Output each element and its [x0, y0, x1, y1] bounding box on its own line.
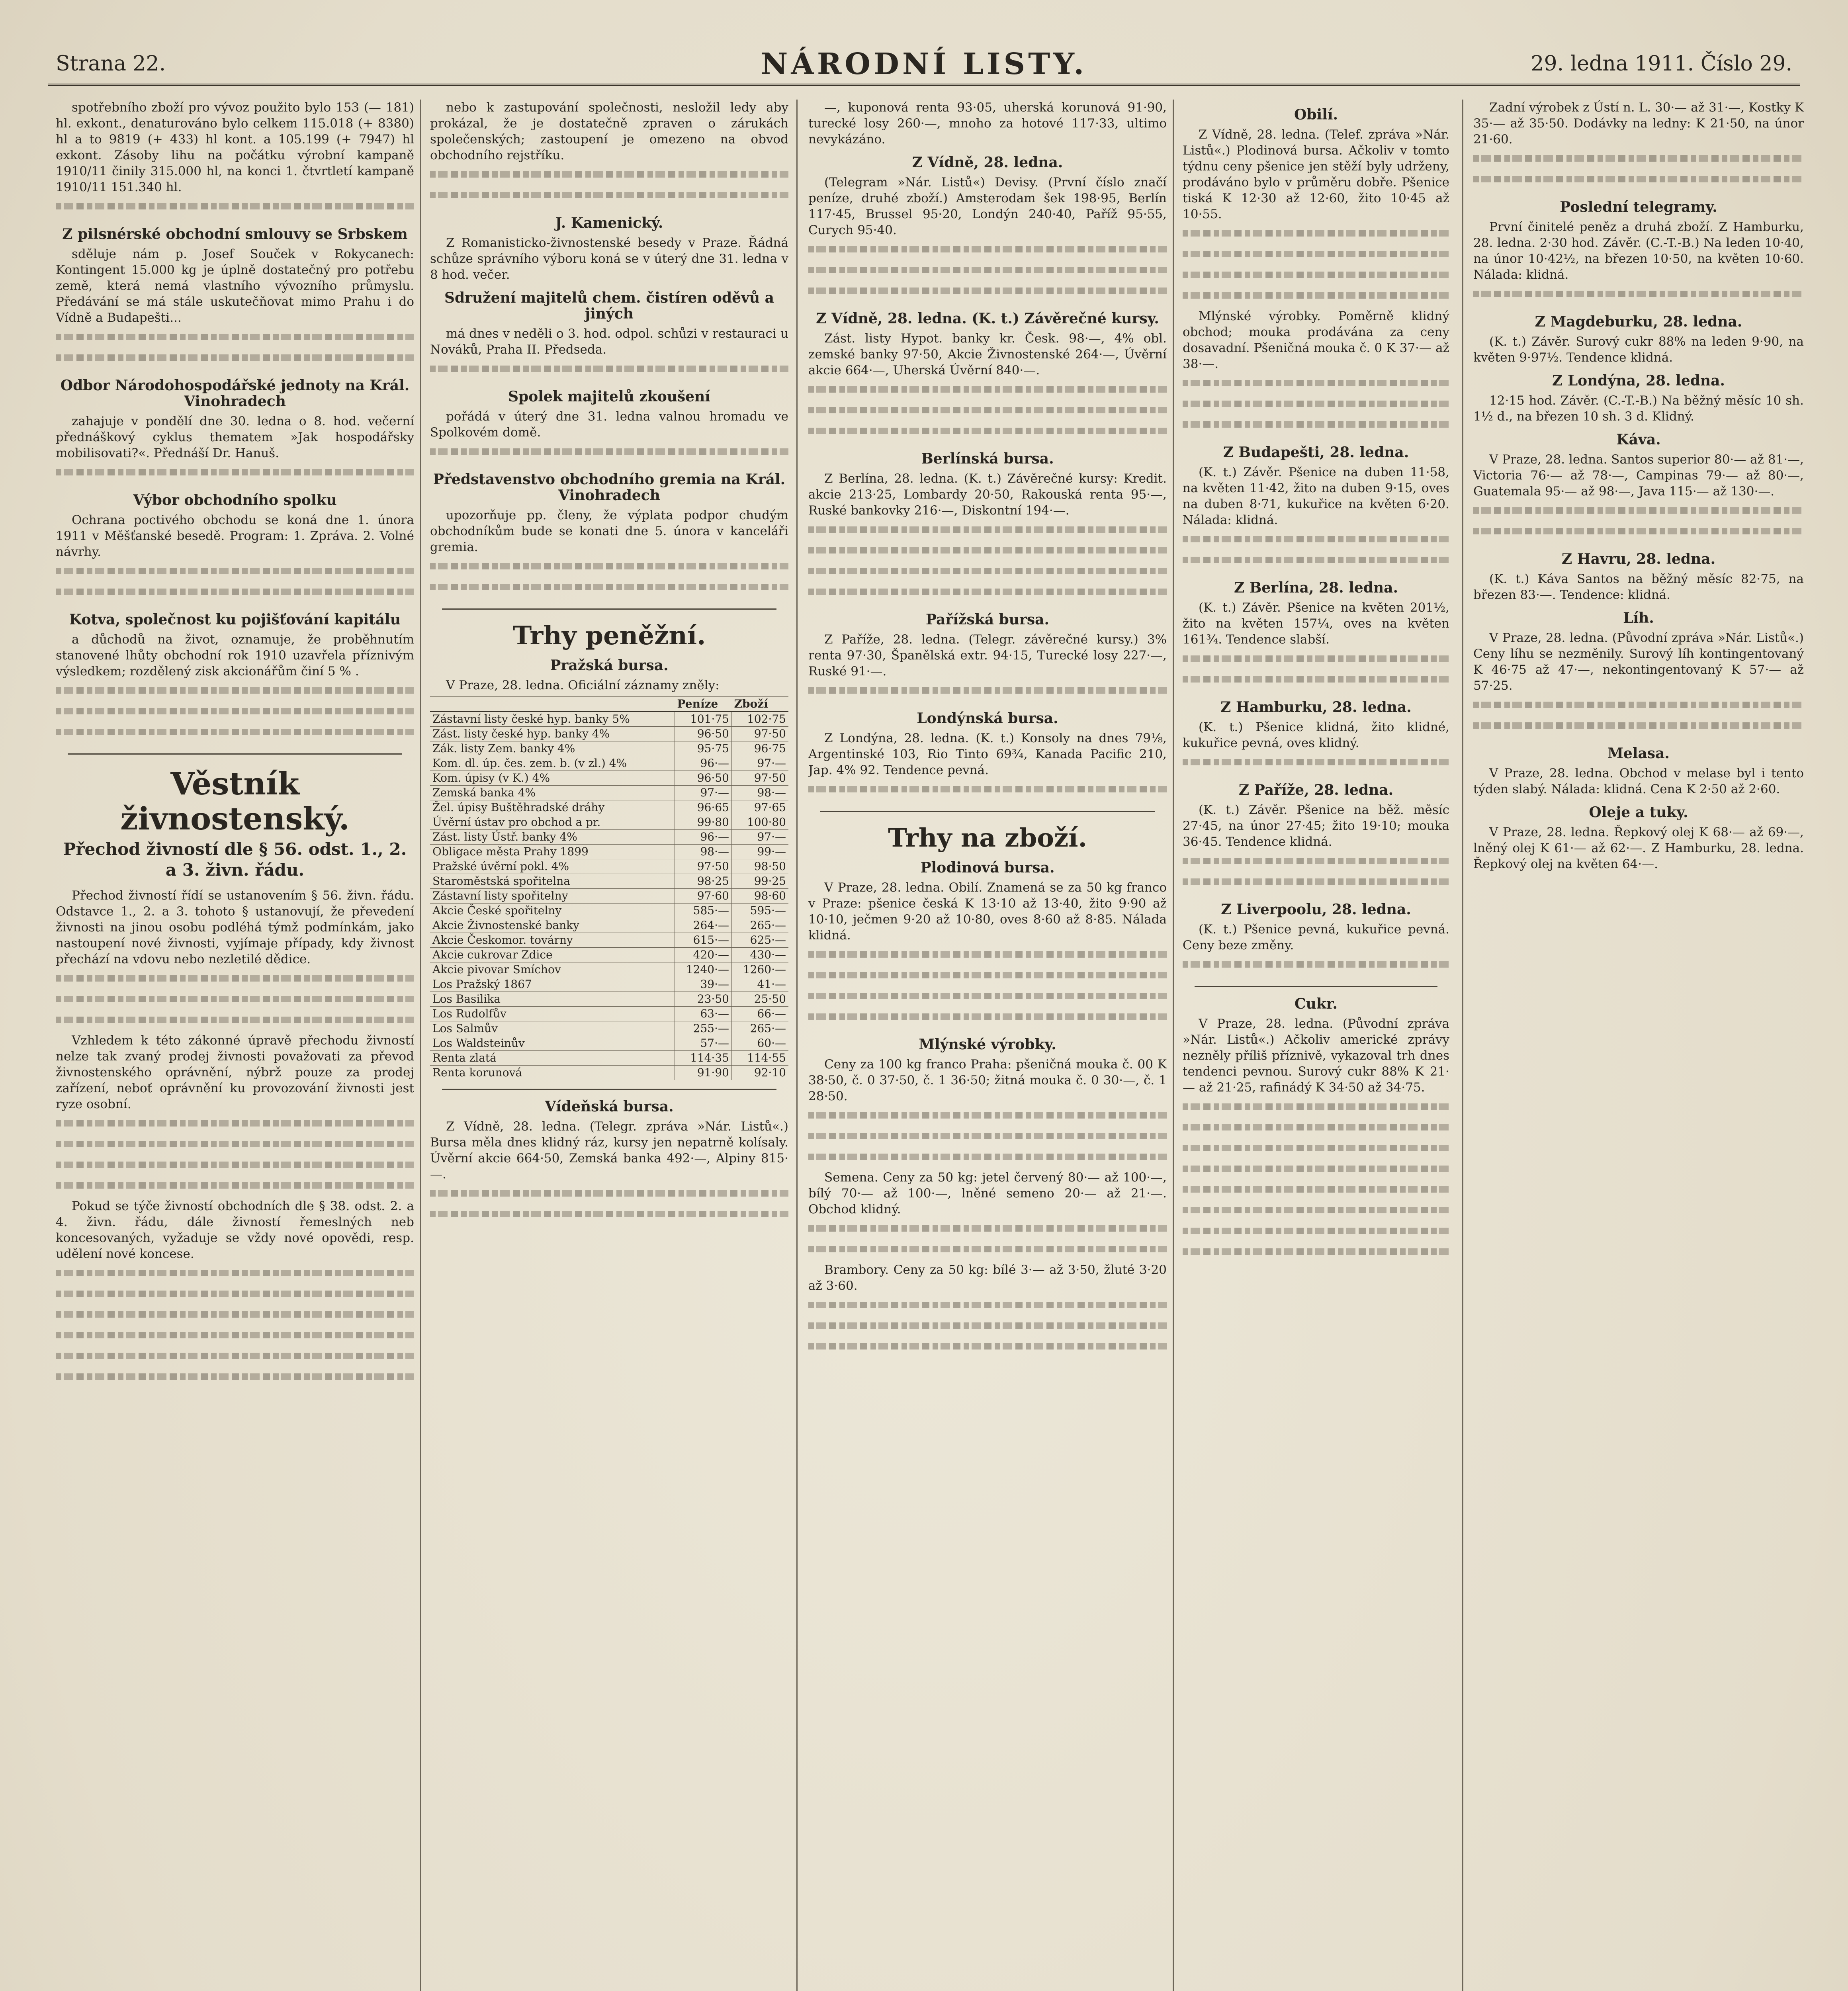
- column-rule: [796, 100, 798, 1991]
- bid-price-cell: 615·—: [675, 933, 732, 948]
- text-lines: [1183, 1140, 1449, 1161]
- article-paragraph: Ceny za 100 kg franco Praha: pšeničná mouka č. 00 K 38·50, č. 0 37·50, č. 1 36·50; žitná mouka č. 0 30·—, č. 1 28·50.: [808, 1057, 1167, 1103]
- table-row: [430, 1036, 788, 1051]
- ask-price-cell: 99·25: [732, 874, 789, 889]
- column-rule: [420, 100, 421, 1991]
- article-heading: Z Hamburku, 28. ledna.: [1220, 699, 1412, 716]
- table-row: [430, 1007, 788, 1021]
- table-row: [430, 918, 788, 933]
- article-paragraph: Z Vídně, 28. ledna. (Telegr. zpráva »Nár. Listů«.) Bursa měla dnes klidný ráz, kursy jen nepatrně kolísaly. Úvěrní akcie 664·50, Zemská banka 492·—, Alpiny 815·—.: [430, 1119, 788, 1181]
- table-row: [430, 830, 788, 845]
- article-paragraph: Ochrana poctivého obchodu se koná dne 1. února 1911 v Měšťanské besedě. Program: 1. Zpráva. 2. Volné návrhy.: [56, 513, 414, 559]
- section-subtitle: Přechod živností dle § 56. odst. 1., 2. a 3. živn. řádu.: [63, 839, 407, 880]
- table-row: [430, 889, 788, 904]
- table-header-cell: Peníze: [675, 697, 732, 712]
- bid-price-cell: 101·75: [675, 712, 732, 727]
- text-lines: [808, 542, 1167, 563]
- text-lines: [430, 166, 788, 187]
- table-header-cell: Zboží: [732, 697, 789, 712]
- article-paragraph: Zadní výrobek z Ústí n. L. 30·— až 31·—, Kostky K 35·— až 35·50. Dodávky na ledny: K 21·50, na únor 21·60.: [1473, 100, 1804, 147]
- bid-price-cell: 96·50: [675, 727, 732, 741]
- article-heading: Berlínská bursa.: [921, 450, 1054, 467]
- text-lines: [1183, 754, 1449, 775]
- text-lines: [1183, 375, 1449, 396]
- bid-price-cell: 91·90: [675, 1066, 732, 1080]
- bid-price-cell: 255·—: [675, 1021, 732, 1036]
- article-heading: Vídeňská bursa.: [545, 1098, 674, 1115]
- table-row: [430, 741, 788, 756]
- text-lines: [808, 781, 1167, 802]
- text-lines: [56, 1369, 414, 1389]
- table-row: [430, 948, 788, 962]
- bid-price-cell: 63·—: [675, 1007, 732, 1021]
- text-lines: [808, 283, 1167, 303]
- article-heading: Z Liverpoolu, 28. ledna.: [1221, 901, 1411, 918]
- ask-price-cell: 1260·—: [732, 962, 789, 977]
- table-row: [430, 859, 788, 874]
- article-paragraph: (K. t.) Závěr. Pšenice na duben 11·58, na květen 11·42, žito na duben 9·15, oves na duben 8·71, kukuřice na květen 6·20. Nálada: klidná.: [1183, 465, 1449, 527]
- ask-price-cell: 92·10: [732, 1066, 789, 1080]
- article-paragraph: Pokud se týče živností obchodních dle § 38. odst. 2. a 4. živn. řádu, dále živností řemeslných neb koncesovaných, vyžaduje se vždy nové opovědi, resp. udělení nové koncese.: [56, 1199, 414, 1261]
- article-heading: Líh.: [1623, 610, 1654, 626]
- text-lines: [808, 1009, 1167, 1029]
- table-row: [430, 712, 788, 727]
- text-lines: [1183, 1161, 1449, 1181]
- table-row: [430, 962, 788, 977]
- text-lines: [56, 1265, 414, 1286]
- article-paragraph: 12·15 hod. Závěr. (C.-T.-B.) Na běžný měsíc 10 sh. 1½ d., na březen 10 sh. 3 d. Klidný.: [1473, 393, 1804, 424]
- ask-price-cell: 60·—: [732, 1036, 789, 1051]
- article-paragraph: V Praze, 28. ledna. (Původní zpráva »Nár. Listů«.) Ceny líhu se nezměnily. Surový líh kontingentovaný K 46·75 až 47·—, nekontingentovaný K 57·— až 57·25.: [1473, 631, 1804, 693]
- article-paragraph: Z Londýna, 28. ledna. (K. t.) Konsoly na dnes 79⅛, Argentinské 103, Rio Tinto 69¾, Kanada Pacific 210, Jap. 4% 92. Tendence pevná.: [808, 731, 1167, 777]
- market-subtitle: Pražská bursa.: [550, 657, 669, 674]
- masthead: [48, 40, 1800, 86]
- text-lines: [430, 1185, 788, 1206]
- column-4: [1183, 100, 1449, 1991]
- bid-price-cell: 96·65: [675, 800, 732, 815]
- text-lines: [1183, 417, 1449, 437]
- text-lines: [1183, 1202, 1449, 1223]
- table-header-row: [430, 697, 788, 712]
- text-lines: [808, 947, 1167, 967]
- article-paragraph: spotřebního zboží pro vývoz použito bylo 153 (— 181) hl. exkont., denaturováno bylo celkem 115.018 (+ 8380) hl a to 9819 (+ 433) hl kont. a 105.199 (+ 7947) hl exkont. Zásoby lihu na počátku výrobní kampaně 1910/11 činily 315.000 hl, na konci 1. čtvrtletí kampaně 1910/11 151.340 hl.: [56, 100, 414, 194]
- article-paragraph: Přechod živností řídí se ustanovením § 56. živn. řádu. Odstavce 1., 2. a 3. tohoto § ustanovují, že převedení živnosti na jinou osobu podléhá týmž podmínkám, jako nastoupení nové živnosti, vyjímaje případy, kdy živnost přechází na vdovu nebo nezletilé dědice.: [56, 888, 414, 966]
- article-paragraph: má dnes v neděli o 3. hod. odpol. schůzi v restauraci u Nováků, Praha II. Předseda.: [430, 327, 788, 357]
- text-lines: [430, 1206, 788, 1227]
- security-name-cell: Akcie Živnostenské banky: [430, 918, 675, 933]
- text-lines: [808, 402, 1167, 423]
- table-row: [430, 786, 788, 800]
- column-3: [808, 100, 1167, 1991]
- bid-price-cell: 585·—: [675, 904, 732, 918]
- security-name-cell: Kom. dl. úp. čes. zem. b. (v zl.) 4%: [430, 756, 675, 771]
- article-paragraph: Z Berlína, 28. ledna. (K. t.) Závěrečné kursy: Kredit. akcie 213·25, Lombardy 20·50, Rakouská renta 95·—, Ruské bankovky 216·—, Diskontní 194·—.: [808, 471, 1167, 518]
- text-lines: [56, 1136, 414, 1157]
- article-paragraph: zahajuje v pondělí dne 30. ledna o 8. hod. večerní přednáškový cyklus thematem »Jak hospodářsky mobilisovati?«. Přednáší Dr. Hanuš.: [56, 414, 414, 460]
- security-name-cell: Akcie České spořitelny: [430, 904, 675, 918]
- text-lines: [1473, 171, 1804, 192]
- article-heading: Z Vídně, 28. ledna.: [912, 154, 1063, 171]
- text-lines: [1183, 225, 1449, 246]
- article-paragraph: pořádá v úterý dne 31. ledna valnou hromadu ve Spolkovém domě.: [430, 409, 788, 440]
- text-lines: [430, 187, 788, 208]
- article-paragraph: Zást. listy Hypot. banky kr. Česk. 98·—, 4% obl. zemské banky 97·50, Akcie Živnostenské 264·—, Úvěrní akcie 664·—, Uherská Úvěrní 840·—.: [808, 331, 1167, 377]
- column-rule: [1462, 100, 1463, 1991]
- article-paragraph: (K. t.) Závěr. Pšenice na květen 201½, žito na květen 157¼, oves na květen 161¾. Tendence slabší.: [1183, 600, 1449, 647]
- article-heading: Výbor obchodního spolku: [133, 492, 337, 509]
- text-lines: [56, 1327, 414, 1348]
- text-lines: [1183, 671, 1449, 692]
- text-lines: [1183, 874, 1449, 894]
- text-lines: [808, 1241, 1167, 1262]
- article-paragraph: sděluje nám p. Josef Souček v Rokycanech: Kontingent 15.000 kg je úplně dostatečný pro potřebu země, která nemá vlastního vývozního průmyslu. Předávání se má stále uskutečňovat mimo Prahu i do Vídně a Budapešti...: [56, 247, 414, 325]
- ask-price-cell: 98·60: [732, 889, 789, 904]
- bid-price-cell: 39·—: [675, 977, 732, 992]
- article-heading: Obilí.: [1294, 106, 1338, 123]
- security-name-cell: Obligace města Prahy 1899: [430, 845, 675, 859]
- article-paragraph: (K. t.) Pšenice klidná, žito klidné, kukuřice pevná, oves klidný.: [1183, 720, 1449, 750]
- article-paragraph: upozorňuje pp. členy, že výplata podpor chudým obchodníkům bude se konati dne 5. února v kanceláři gremia.: [430, 508, 788, 554]
- article-heading: Poslední telegramy.: [1560, 199, 1717, 215]
- bid-price-cell: 96·50: [675, 771, 732, 786]
- section-divider: [442, 608, 776, 610]
- article-heading: Londýnská bursa.: [917, 710, 1058, 727]
- article-paragraph: (K. t.) Káva Santos na běžný měsíc 82·75, na březen 83·—. Tendence: klidná.: [1473, 572, 1804, 602]
- ask-price-cell: 96·75: [732, 741, 789, 756]
- bid-price-cell: 98·25: [675, 874, 732, 889]
- article-paragraph: Z Paříže, 28. ledna. (Telegr. závěrečné kursy.) 3% renta 97·30, Španělská extr. 94·15, Turecké losy 227·—, Ruské 91·—.: [808, 632, 1167, 679]
- text-lines: [808, 1107, 1167, 1128]
- bid-price-cell: 96·—: [675, 830, 732, 845]
- text-lines: [808, 1338, 1167, 1359]
- article-paragraph: Brambory. Ceny za 50 kg: bílé 3·— až 3·50, žluté 3·20 až 3·60.: [808, 1263, 1167, 1293]
- bid-price-cell: 420·—: [675, 948, 732, 962]
- article-heading: Pařížská bursa.: [925, 611, 1050, 628]
- table-row: [430, 904, 788, 918]
- table-row: [430, 1066, 788, 1080]
- text-lines: [430, 558, 788, 579]
- text-lines: [1183, 288, 1449, 308]
- market-section-title: Trhy peněžní.: [512, 621, 706, 651]
- text-lines: [56, 683, 414, 703]
- article-paragraph: Semena. Ceny za 50 kg: jetel červený 80·— až 100·—, bílý 70·— až 100·—, lněné semeno 20·— až 21·—. Obchod klidný.: [808, 1170, 1167, 1217]
- text-lines: [56, 329, 414, 350]
- ask-price-cell: 265·—: [732, 918, 789, 933]
- article-heading: Z Havru, 28. ledna.: [1561, 551, 1716, 567]
- article-heading: Z Magdeburku, 28. ledna.: [1535, 313, 1742, 330]
- section-divider: [442, 1089, 776, 1090]
- ask-price-cell: 98·50: [732, 859, 789, 874]
- text-lines: [56, 350, 414, 370]
- article-heading: Oleje a tuky.: [1589, 804, 1688, 821]
- text-lines: [1473, 286, 1804, 307]
- text-lines: [808, 1128, 1167, 1149]
- article-paragraph: nebo k zastupování společnosti, nesložil ledy aby prokázal, že je dostatečně zpraven o zárukách společenských; zastoupení je omezeno na obvod obchodního rejstříku.: [430, 100, 788, 162]
- security-name-cell: Zást. listy české hyp. banky 4%: [430, 727, 675, 741]
- text-lines: [56, 703, 414, 724]
- article-heading: Z Budapešti, 28. ledna.: [1223, 444, 1409, 461]
- table-row: [430, 771, 788, 786]
- text-lines: [56, 991, 414, 1012]
- text-lines: [1183, 853, 1449, 874]
- market-section-title: Trhy na zboží.: [888, 823, 1087, 853]
- article-paragraph: Vzhledem k této zákonné úpravě přechodu živností nelze tak zvaný prodej živnosti považovati za převod živnostenského oprávnění, nýbrž pouze za prodej zařízení, neboť oprávnění ku provozování živnosti jest ryze osobní.: [56, 1033, 414, 1111]
- article-heading: Z Berlína, 28. ledna.: [1234, 579, 1398, 596]
- text-lines: [808, 1149, 1167, 1170]
- text-lines: [808, 1318, 1167, 1338]
- text-lines: [1473, 523, 1804, 544]
- security-name-cell: Los Basilika: [430, 992, 675, 1007]
- section-divider: [820, 811, 1155, 812]
- article-paragraph: V Praze, 28. ledna. Obchod v melase byl i tento týden slabý. Nálada: klidná. Cena K 2·50 až 2·60.: [1473, 766, 1804, 796]
- bid-price-cell: 96·—: [675, 756, 732, 771]
- article-paragraph: (K. t.) Závěr. Surový cukr 88% na leden 9·90, na květen 9·97½. Tendence klidná.: [1473, 334, 1804, 365]
- ask-price-cell: 98·—: [732, 786, 789, 800]
- security-name-cell: Akcie cukrovar Zdice: [430, 948, 675, 962]
- issue-date: 29. ledna 1911. Číslo 29.: [1531, 52, 1792, 76]
- text-lines: [808, 967, 1167, 988]
- security-name-cell: Staroměstská spořitelna: [430, 874, 675, 889]
- security-name-cell: Zemská banka 4%: [430, 786, 675, 800]
- table-header-cell: [430, 697, 675, 712]
- table-row: [430, 1051, 788, 1066]
- security-name-cell: Úvěrní ústav pro obchod a pr.: [430, 815, 675, 830]
- ask-price-cell: 41·—: [732, 977, 789, 992]
- article-paragraph: Z Romanisticko-živnostenské besedy v Praze. Řádná schůze správního výboru koná se v úterý dne 31. ledna v 8 hod. večer.: [430, 236, 788, 282]
- newspaper-title: NÁRODNÍ LISTY.: [761, 47, 1087, 81]
- bid-price-cell: 97·50: [675, 859, 732, 874]
- text-lines: [1473, 697, 1804, 718]
- text-lines: [430, 444, 788, 464]
- text-lines: [808, 1220, 1167, 1241]
- section-divider: [68, 753, 402, 755]
- text-lines: [808, 584, 1167, 604]
- article-heading: Z Vídně, 28. ledna. (K. t.) Závěrečné kursy.: [816, 310, 1159, 327]
- table-row: [430, 1021, 788, 1036]
- security-name-cell: Zást. listy Ústř. banky 4%: [430, 830, 675, 845]
- ask-price-cell: 97·—: [732, 756, 789, 771]
- text-lines: [808, 262, 1167, 283]
- column-2: [430, 100, 788, 1991]
- ask-price-cell: 97·65: [732, 800, 789, 815]
- column-rule: [1173, 100, 1174, 1991]
- article-paragraph: (Telegram »Nár. Listů«) Devisy. (První číslo značí peníze, druhé zboží.) Amsterodam šek 198·95, Berlín 117·45, Brussel 95·20, Londýn 240·40, Paříž 95·55, Curych 95·40.: [808, 175, 1167, 237]
- article-heading: Mlýnské výrobky.: [919, 1036, 1056, 1053]
- bid-price-cell: 95·75: [675, 741, 732, 756]
- text-lines: [56, 584, 414, 604]
- bid-price-cell: 264·—: [675, 918, 732, 933]
- ask-price-cell: 595·—: [732, 904, 789, 918]
- article-heading: Sdružení majitelů chem. čistíren oděvů a jiných: [444, 289, 774, 322]
- article-paragraph: V Praze, 28. ledna. Řepkový olej K 68·— až 69·—, lněný olej K 61·— až 62·—. Z Hamburku, 28. ledna. Řepkový olej na květen 64·—.: [1473, 825, 1804, 871]
- bid-price-cell: 114·35: [675, 1051, 732, 1066]
- article-heading: Melasa.: [1607, 745, 1670, 762]
- security-name-cell: Zástavní listy české hyp. banky 5%: [430, 712, 675, 727]
- bid-price-cell: 99·80: [675, 815, 732, 830]
- article-paragraph: (K. t.) Pšenice pevná, kukuřice pevná. Ceny beze změny.: [1183, 922, 1449, 952]
- article-paragraph: V Praze, 28. ledna. (Původní zpráva »Nár. Listů«.) Ačkoliv americké zprávy nezněly příliš příznivě, vykazoval trh dnes tendenci pevnou. Surový cukr 88% K 21·— až 21·25, rafinádý K 34·50 až 34·75.: [1183, 1017, 1449, 1095]
- table-row: [430, 992, 788, 1007]
- text-lines: [1183, 1244, 1449, 1264]
- text-lines: [56, 1306, 414, 1327]
- article-signature: J. Kamenický.: [555, 215, 663, 231]
- article-heading: Odbor Národohospodářské jednoty na Král. Vinohradech: [60, 377, 410, 410]
- ask-price-cell: 100·80: [732, 815, 789, 830]
- security-name-cell: Los Waldsteinův: [430, 1036, 675, 1051]
- column-1: [56, 100, 414, 1991]
- text-lines: [56, 1286, 414, 1306]
- exchange-rates-table: [430, 696, 788, 1080]
- ask-price-cell: 97·—: [732, 830, 789, 845]
- market-intro: V Praze, 28. ledna. Oficiální záznamy zněly:: [446, 678, 720, 692]
- ask-price-cell: 114·55: [732, 1051, 789, 1066]
- text-lines: [808, 381, 1167, 402]
- ask-price-cell: 102·75: [732, 712, 789, 727]
- security-name-cell: Los Salmův: [430, 1021, 675, 1036]
- ask-price-cell: 430·—: [732, 948, 789, 962]
- table-row: [430, 933, 788, 948]
- text-lines: [808, 522, 1167, 542]
- text-lines: [1183, 651, 1449, 671]
- ask-price-cell: 97·50: [732, 771, 789, 786]
- bid-price-cell: 97·—: [675, 786, 732, 800]
- article-paragraph: —, kuponová renta 93·05, uherská korunová 91·90, turecké losy 260·—, mnoho za hotové 117·33, ultimo nevykázáno.: [808, 100, 1167, 147]
- article-paragraph: Z Vídně, 28. ledna. (Telef. zpráva »Nár. Listů«.) Plodinová bursa. Ačkoliv v tomto týdnu ceny pšenice jen stěží byly udrženy, prodáváno bylo v průměru dobře. Pšenice tiská K 12·30 až 12·60, žito 10·45 až 10·55.: [1183, 127, 1449, 221]
- ask-price-cell: 99·—: [732, 845, 789, 859]
- text-lines: [1183, 531, 1449, 552]
- text-lines: [808, 563, 1167, 584]
- table-row: [430, 874, 788, 889]
- text-lines: [1183, 1099, 1449, 1119]
- text-lines: [808, 988, 1167, 1009]
- text-lines: [1183, 267, 1449, 288]
- text-lines: [56, 724, 414, 745]
- text-lines: [56, 563, 414, 584]
- article-heading: Představenstvo obchodního gremia na Král. Vinohradech: [433, 471, 786, 504]
- table-row: [430, 815, 788, 830]
- text-lines: [808, 1297, 1167, 1318]
- text-lines: [430, 361, 788, 381]
- section-divider: [1195, 986, 1437, 987]
- text-lines: [56, 1348, 414, 1369]
- article-paragraph: a důchodů na život, oznamuje, že proběhnutím stanovené lhůty obchodní rok 1910 uzavřela příznivým výsledkem; rozdělený zisk akcionářům činí 5 % .: [56, 632, 414, 679]
- security-name-cell: Žel. úpisy Buštěhradské dráhy: [430, 800, 675, 815]
- page-number: Strana 22.: [56, 52, 166, 76]
- ask-price-cell: 66·—: [732, 1007, 789, 1021]
- ask-price-cell: 265·—: [732, 1021, 789, 1036]
- text-lines: [56, 198, 414, 219]
- text-lines: [56, 464, 414, 485]
- article-paragraph: V Praze, 28. ledna. Obilí. Znamená se za 50 kg franco v Praze: pšenice česká K 13·10 až 13·40, žito 9·90 až 10·10, ječmen 9·20 až 10·80, oves 8·60 až 8·85. Nálada klidná.: [808, 880, 1167, 943]
- text-lines: [1183, 956, 1449, 977]
- bid-price-cell: 57·—: [675, 1036, 732, 1051]
- security-name-cell: Pražské úvěrní pokl. 4%: [430, 859, 675, 874]
- table-row: [430, 977, 788, 992]
- text-lines: [808, 241, 1167, 262]
- bid-price-cell: 97·60: [675, 889, 732, 904]
- text-lines: [430, 579, 788, 600]
- text-lines: [1183, 396, 1449, 417]
- article-paragraph: Mlýnské výrobky. Poměrně klidný obchod; mouka prodávána za ceny dosavadní. Pšeničná mouka č. 0 K 37·— až 38·—.: [1183, 309, 1449, 371]
- section-title: Věstník živnostenský.: [120, 766, 350, 837]
- bid-price-cell: 98·—: [675, 845, 732, 859]
- bid-price-cell: 23·50: [675, 992, 732, 1007]
- bid-price-cell: 1240·—: [675, 962, 732, 977]
- article-heading: Z Londýna, 28. ledna.: [1552, 372, 1725, 389]
- text-lines: [1473, 718, 1804, 738]
- text-lines: [56, 1012, 414, 1033]
- market-subtitle: Plodinová bursa.: [920, 859, 1055, 876]
- ask-price-cell: 625·—: [732, 933, 789, 948]
- text-lines: [1183, 552, 1449, 573]
- article-heading: Spolek majitelů zkoušení: [508, 388, 710, 405]
- text-lines: [56, 1157, 414, 1177]
- article-paragraph: V Praze, 28. ledna. Santos superior 80·— až 81·—, Victoria 76·— až 78·—, Campinas 79·— až 80·—, Guatemala 95·— až 98·—, Java 115·— až 130·—.: [1473, 452, 1804, 499]
- security-name-cell: Zák. listy Zem. banky 4%: [430, 741, 675, 756]
- security-name-cell: Akcie Českomor. továrny: [430, 933, 675, 948]
- article-heading: Kotva, společnost ku pojišťování kapitálu: [69, 611, 401, 628]
- article-paragraph: (K. t.) Závěr. Pšenice na běž. měsíc 27·45, na únor 27·45; žito 19·10; mouka 36·45. Tendence klidná.: [1183, 803, 1449, 849]
- table-row: [430, 756, 788, 771]
- security-name-cell: Kom. úpisy (v K.) 4%: [430, 771, 675, 786]
- text-lines: [1183, 1223, 1449, 1244]
- security-name-cell: Akcie pivovar Smíchov: [430, 962, 675, 977]
- security-name-cell: Zástavní listy spořitelny: [430, 889, 675, 904]
- text-lines: [1473, 151, 1804, 171]
- article-heading: Káva.: [1616, 431, 1661, 448]
- table-row: [430, 727, 788, 741]
- text-lines: [1183, 1181, 1449, 1202]
- article-heading: Z pilsnérské obchodní smlouvy se Srbskem: [62, 226, 408, 243]
- text-lines: [56, 1177, 414, 1198]
- security-name-cell: Renta korunová: [430, 1066, 675, 1080]
- ask-price-cell: 25·50: [732, 992, 789, 1007]
- text-lines: [56, 970, 414, 991]
- security-name-cell: Los Pražský 1867: [430, 977, 675, 992]
- article-heading: Cukr.: [1295, 996, 1338, 1012]
- table-row: [430, 845, 788, 859]
- security-name-cell: Renta zlatá: [430, 1051, 675, 1066]
- table-row: [430, 800, 788, 815]
- text-lines: [1473, 503, 1804, 523]
- article-heading: Z Paříže, 28. ledna.: [1238, 782, 1394, 798]
- text-lines: [808, 423, 1167, 444]
- text-lines: [1183, 1119, 1449, 1140]
- ask-price-cell: 97·50: [732, 727, 789, 741]
- article-paragraph: První činitelé peněz a druhá zboží. Z Hamburku, 28. ledna. 2·30 hod. Závěr. (C.-T.-B.) Na leden 10·40, na únor 10·42½, na březen 10·50, na květen 10·60. Nálada: klidná.: [1473, 220, 1804, 282]
- text-lines: [56, 1115, 414, 1136]
- column-5: [1473, 100, 1804, 1984]
- text-lines: [1183, 246, 1449, 267]
- security-name-cell: Los Rudolfův: [430, 1007, 675, 1021]
- text-lines: [808, 683, 1167, 703]
